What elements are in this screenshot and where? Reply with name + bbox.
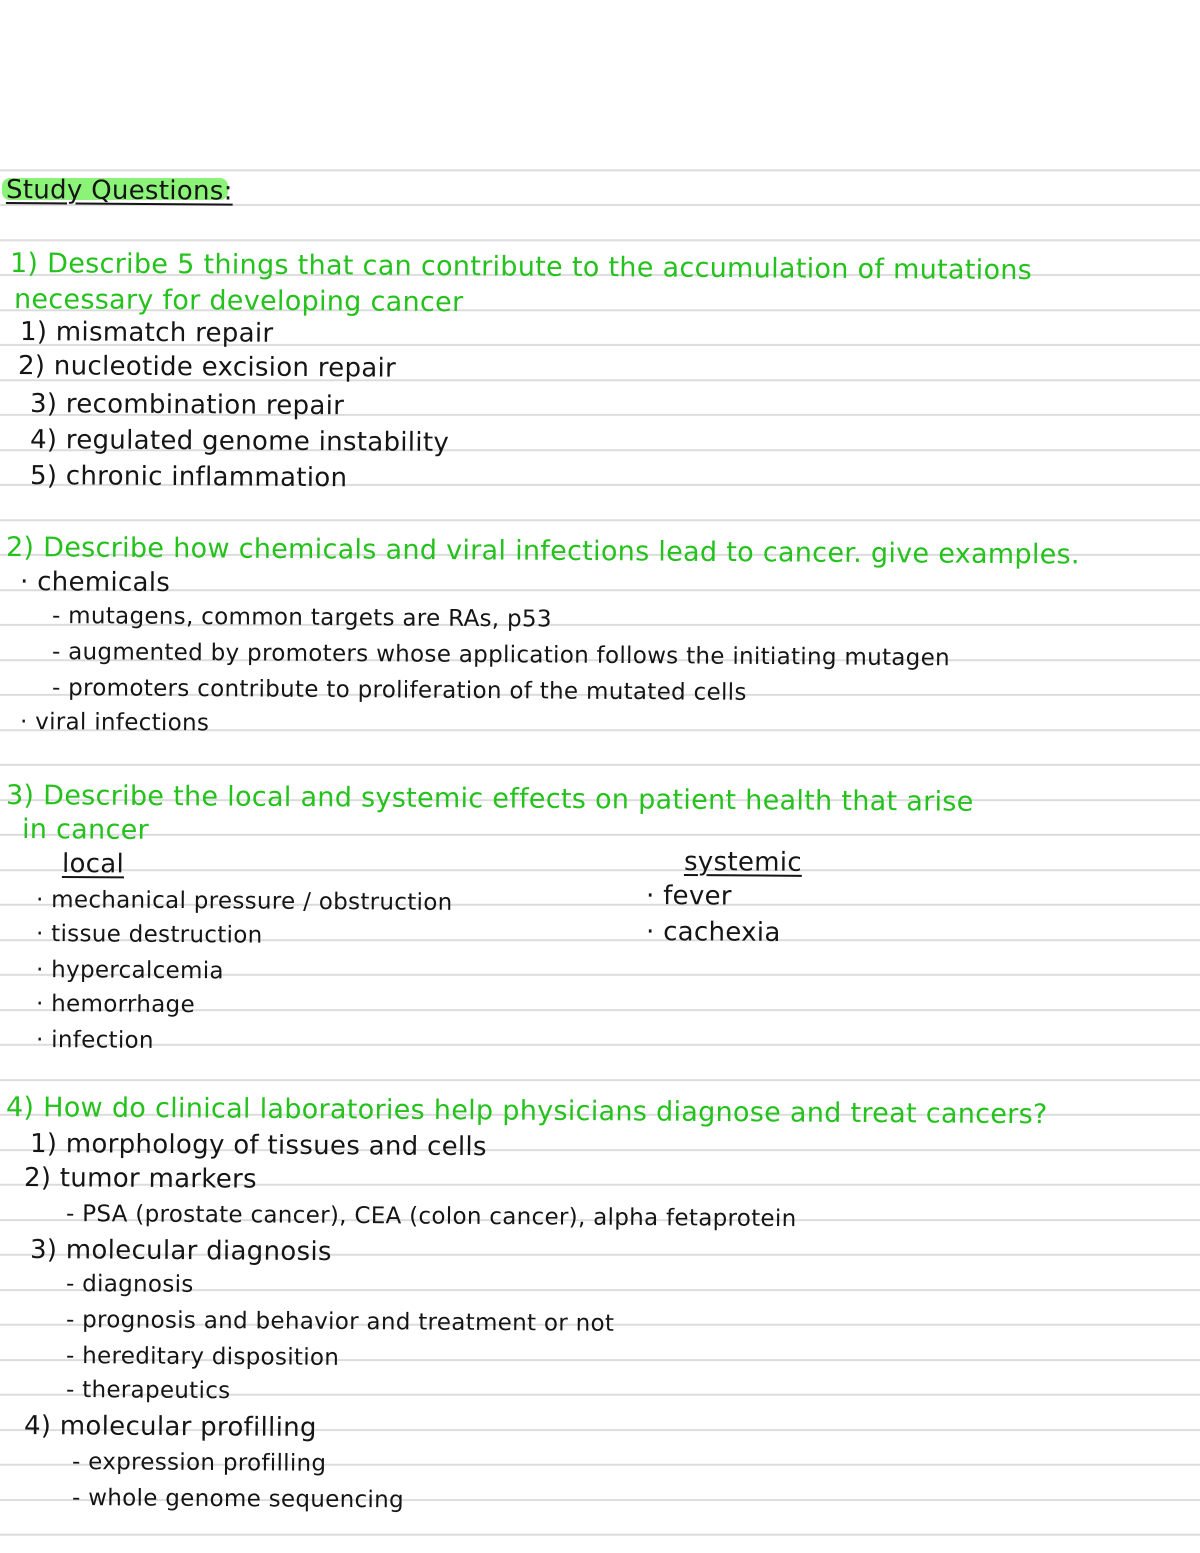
q3-local-item-5: · infection	[35, 1027, 154, 1054]
q3-local-heading: local	[61, 849, 125, 880]
q1-answer-5: 5) chronic inflammation	[29, 461, 348, 494]
q4-item-2a: - PSA (prostate cancer), CEA (colon cancer), alpha fetaprotein	[65, 1201, 797, 1233]
q4-item-4b: - whole genome sequencing	[71, 1485, 405, 1514]
q4-item-3: 3) molecular diagnosis	[29, 1235, 332, 1268]
q3-local-item-3: · hypercalcemia	[35, 957, 224, 985]
q2-chem-point-3: - promoters contribute to proliferation of the mutated cells	[51, 675, 747, 706]
q3-local-item-1: · mechanical pressure / obstruction	[35, 887, 453, 916]
q4-item-3d: - therapeutics	[65, 1377, 231, 1405]
q3-local-item-2: · tissue destruction	[35, 921, 263, 949]
page-title: Study Questions:	[5, 175, 233, 207]
q4-item-3a: - diagnosis	[65, 1271, 194, 1298]
q3-systemic-item-2: · cachexia	[645, 917, 781, 948]
q1-answer-3: 3) recombination repair	[29, 389, 345, 422]
q3-question-line2: in cancer	[21, 814, 150, 846]
q2-chem-point-1: - mutagens, common targets are RAs, p53	[51, 603, 552, 633]
q3-question-line1: 3) Describe the local and systemic effects on patient health that arise	[5, 780, 974, 818]
q1-answer-1: 1) mismatch repair	[19, 317, 274, 349]
q4-item-4: 4) molecular profilling	[23, 1411, 317, 1444]
q2-chem-point-2: - augmented by promoters whose application follows the initiating mutagen	[51, 639, 951, 672]
q4-item-2: 2) tumor markers	[23, 1163, 258, 1195]
q4-question: 4) How do clinical laboratories help physicians diagnose and treat cancers?	[5, 1092, 1048, 1131]
q1-question-line2: necessary for developing cancer	[13, 284, 464, 319]
q2-chemicals-heading: · chemicals	[19, 567, 171, 599]
q1-question-line1: 1) Describe 5 things that can contribute to the accumulation of mutations	[9, 248, 1033, 287]
q1-answer-4: 4) regulated genome instability	[29, 425, 450, 458]
q4-item-4a: - expression profilling	[71, 1449, 327, 1477]
q1-answer-2: 2) nucleotide excision repair	[17, 351, 397, 384]
q4-item-3b: - prognosis and behavior and treatment or not	[65, 1307, 615, 1337]
q2-viral-heading: · viral infections	[19, 709, 210, 737]
q4-item-3c: - hereditary disposition	[65, 1343, 340, 1371]
q3-systemic-heading: systemic	[683, 847, 803, 878]
q4-item-1: 1) morphology of tissues and cells	[29, 1129, 487, 1163]
q3-systemic-item-1: · fever	[645, 881, 732, 912]
q2-question: 2) Describe how chemicals and viral infections lead to cancer. give examples.	[5, 532, 1080, 571]
q3-local-item-4: · hemorrhage	[35, 991, 196, 1019]
